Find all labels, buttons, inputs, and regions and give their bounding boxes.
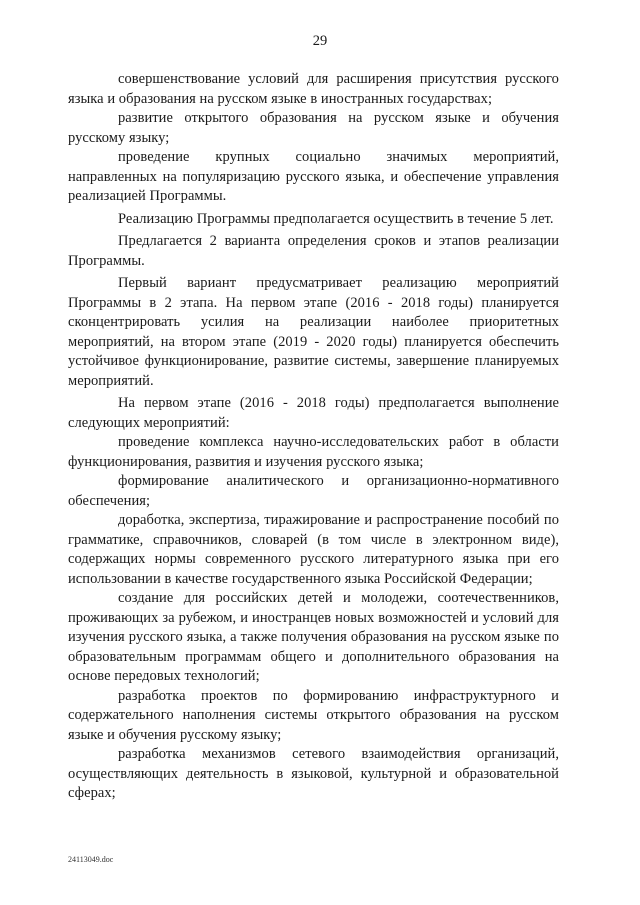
paragraph: доработка, экспертиза, тиражирование и распространение пособий по грамматике, справочников, словарей (в том числе в электронном виде), содержащих нормы современного русского литературного языка при его использовании в качестве государственного языка Российской Федерации; <box>68 512 559 587</box>
paragraph: Реализацию Программы предполагается осуществить в течение 5 лет. <box>118 210 554 227</box>
paragraph: развитие открытого образования на русском языке и обучения русскому языку; <box>68 110 559 146</box>
paragraph: формирование аналитического и организационно-нормативного обеспечения; <box>68 473 559 509</box>
footer-document-id: 24113049.doc <box>68 855 114 864</box>
paragraph: совершенствование условий для расширения присутствия русского языка и образования на русском языке в иностранных государствах; <box>68 71 559 107</box>
paragraph: разработка проектов по формированию инфраструктурного и содержательного наполнения системы открытого образования на русском языке и обучения русскому языку; <box>68 687 559 743</box>
paragraph: Первый вариант предусматривает реализацию мероприятий Программы в 2 этапа. На первом этапе (2016 - 2018 годы) планируется сконцентрировать усилия на реализации наиболее приоритетных мероприятий, на втором этапе (2019 - 2020 годы) планируется обеспечить устойчивое функционирование, развитие системы, завершение планируемых мероприятий. <box>68 275 559 389</box>
page-number: 29 <box>312 33 328 49</box>
paragraph: разработка механизмов сетевого взаимодействия организаций, осуществляющих деятельность в языковой, культурной и образовательной сферах; <box>68 746 559 801</box>
paragraph: Предлагается 2 варианта определения сроков и этапов реализации Программы. <box>68 233 559 269</box>
document-body <box>68 70 559 804</box>
paragraph: создание для российских детей и молодежи, соотечественников, проживающих за рубежом, и иностранцев новых возможностей и условий для изучения русского языка, а также получения образования на русском языке по образовательным программам общего и дополнительного образования на основе передовых технологий; <box>68 590 559 684</box>
paragraph: проведение комплекса научно-исследовательских работ в области функционирования, развития и изучения русского языка; <box>68 434 559 470</box>
paragraph: На первом этапе (2016 - 2018 годы) предполагается выполнение следующих мероприятий: <box>68 395 559 431</box>
paragraph: проведение крупных социально значимых мероприятий, направленных на популяризацию русского языка, и обеспечение управления реализацией Программы. <box>68 149 559 204</box>
